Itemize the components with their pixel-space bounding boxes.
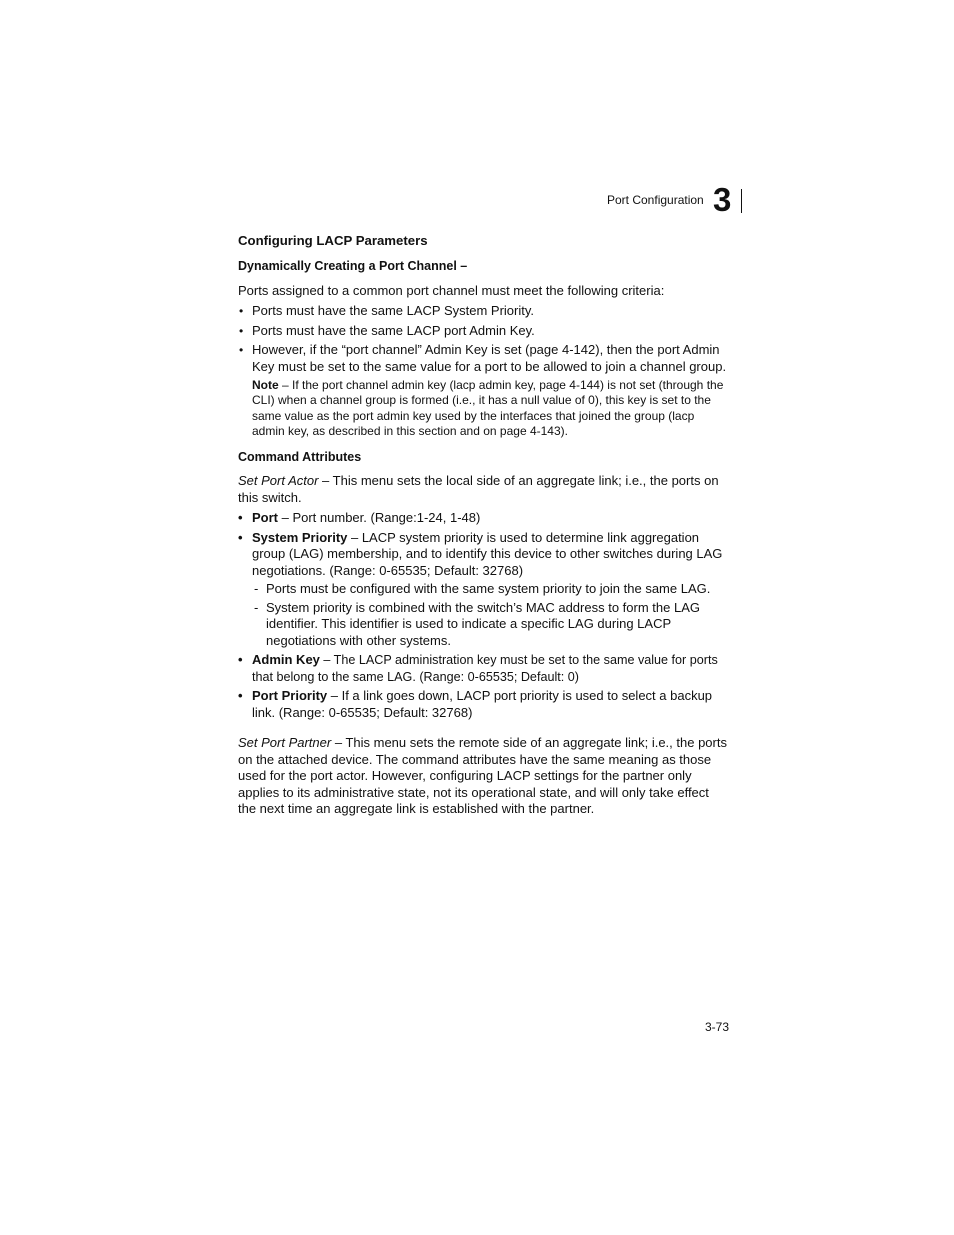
- attribute-term: Port Priority: [252, 688, 328, 704]
- list-item: • Port – Port number. (Range:1-24, 1-48): [238, 510, 730, 527]
- list-item: • Port Priority – If a link goes down, LACP port priority is used to select a backup link. (Range: 0-65535; Default: 32768): [238, 688, 730, 721]
- attribute-list: [238, 510, 730, 721]
- intro-paragraph: Ports assigned to a common port channel must meet the following criteria:: [238, 282, 665, 298]
- list-item: • However, if the “port channel” Admin Key is set (page 4-142), then the port Admin Key must be set to the same value for a port to be allowed to join a channel group. Note – If the port channel admin key (lacp admin key, page 4-144) is not set (through the CLI) when a channel group is formed (i.e., it has a null value of 0), this key is set to the same value as the port admin key used by the interfaces that joined the group (lacp admin key, as described in this section and on page 4-143).: [238, 342, 730, 440]
- section-heading: Configuring LACP Parameters: [238, 233, 428, 248]
- running-header: Port Configuration: [607, 193, 704, 207]
- subsection-heading: Dynamically Creating a Port Channel –: [238, 259, 468, 273]
- note-text: – If the port channel admin key (lacp admin key, page 4-144) is not set (through the CLI) when a channel group is formed (i.e., it has a null value of 0), this key is set to the same value as the port admin key used by the interfaces that joined the group (lacp admin key, as described in this section and on page 4-143).: [252, 378, 724, 439]
- list-item: • Ports must have the same LACP port Admin Key.: [238, 323, 730, 340]
- note-block: [252, 378, 730, 440]
- list-item: - Ports must be configured with the same system priority to join the same LAG.: [252, 581, 730, 598]
- partner-title: Set Port Partner: [238, 735, 332, 751]
- page-body: [238, 233, 730, 821]
- chapter-divider: [741, 189, 742, 213]
- attribute-term: Port: [252, 510, 278, 526]
- actor-paragraph: Set Port Actor – This menu sets the local side of an aggregate link; i.e., the ports on this switch.: [238, 473, 719, 505]
- list-item: • Ports must have the same LACP System Priority.: [238, 303, 730, 320]
- chapter-number: 3: [713, 181, 731, 218]
- list-item: • Admin Key – The LACP administration key must be set to the same value for ports that belong to the same LAG. (Range: 0-65535; Default: 0): [238, 652, 730, 685]
- partner-paragraph: Set Port Partner – This menu sets the remote side of an aggregate link; i.e., the ports on the attached device. The command attributes have the same meaning as those used for the port actor. However, configuring LACP settings for the partner only applies to its administrative state, not its operational state, and will only take effect the next time an aggregate link is established with the partner.: [238, 735, 727, 817]
- list-item: • System Priority – LACP system priority is used to determine link aggregation group (LAG) membership, and to identify this device to other switches during LAG negotiations. (Range: 0-65535; Default: 32768) - Ports must be configured with the same system priority to join the same LAG. - System priority is combined with the switch’s MAC address to form the LAG identifier. This identifier is used to indicate a specific LAG during LACP negotiations with other systems.: [238, 530, 730, 650]
- page-number: 3-73: [705, 1020, 730, 1034]
- attribute-term: System Priority: [252, 529, 348, 545]
- attributes-heading: Command Attributes: [238, 449, 362, 464]
- criteria-list: [238, 303, 730, 440]
- actor-title: Set Port Actor: [238, 473, 319, 489]
- list-item: - System priority is combined with the switch’s MAC address to form the LAG identifier. This identifier is used to indicate a specific LAG during LACP negotiations with other systems.: [252, 600, 730, 650]
- system-priority-notes: [252, 581, 730, 649]
- note-label: Note: [252, 378, 279, 392]
- attribute-term: Admin Key: [252, 652, 320, 668]
